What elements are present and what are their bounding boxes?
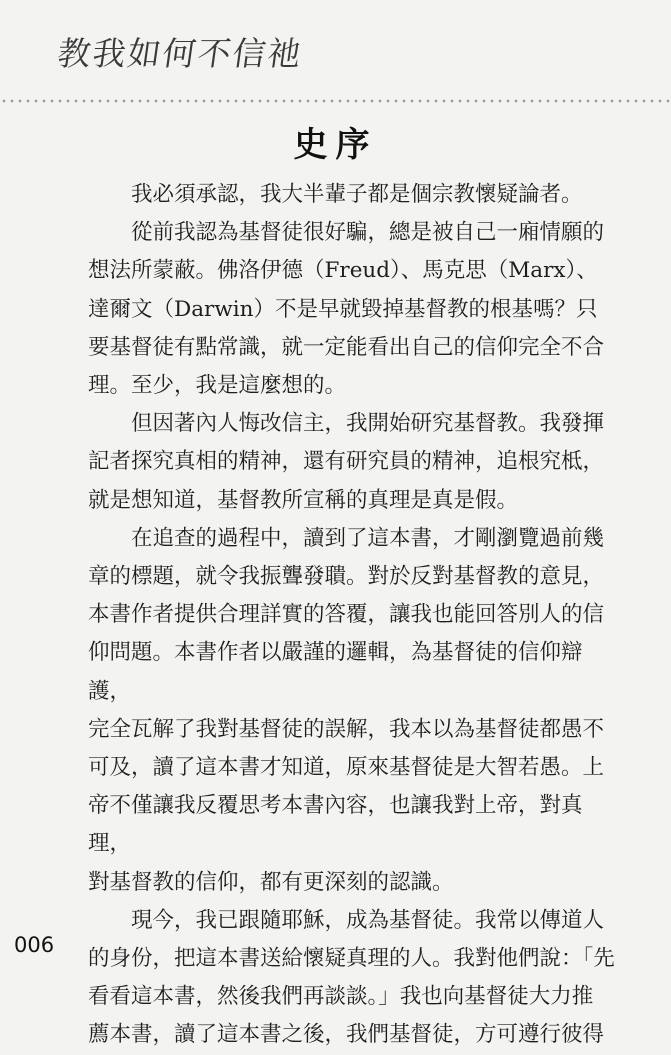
text-line: 要基督徒有點常識，就一定能看出自己的信仰完全不合	[88, 334, 605, 360]
text-line: 薦本書，讀了這本書之後，我們基督徒，方可遵行彼得	[88, 1022, 605, 1048]
text-line: 記者探究真相的精神，還有研究員的精神，追根究柢，	[88, 449, 605, 475]
page-number: 006	[14, 933, 55, 957]
text-line: 對基督教的信仰，都有更深刻的認識。	[88, 869, 454, 895]
text-line: 我必須承認，我大半輩子都是個宗教懷疑論者。	[131, 182, 583, 207]
text-line: 仰問題。本書作者以嚴謹的邏輯，為基督徒的信仰辯護，	[88, 640, 583, 704]
text-line: 帝不僅讓我反覆思考本書內容，也讓我對上帝，對真理，	[88, 793, 583, 857]
text-line: 但因著內人悔改信主，我開始研究基督教。我發揮	[131, 411, 605, 437]
text-line: 在追查的過程中，讀到了這本書，才剛瀏覽過前幾	[131, 525, 605, 551]
text-line: 現今，我已跟隨耶穌，成為基督徒。我常以傳道人	[131, 907, 605, 933]
text-line: 從前我認為基督徒很好騙，總是被自己一廂情願的	[131, 220, 605, 246]
body-text	[88, 176, 618, 1055]
text-line: 可及，讀了這本書才知道，原來基督徒是大智若愚。上	[88, 755, 605, 781]
running-head-title: 教我如何不信祂	[54, 34, 306, 73]
text-line: 本書作者提供合理詳實的答覆，讓我也能回答別人的信	[88, 602, 605, 628]
text-line: 章的標題，就令我振聾發聵。對於反對基督教的意見，	[88, 564, 605, 590]
text-line: 達爾文（Darwin）不是早就毀掉基督教的根基嗎？只	[88, 296, 598, 322]
text-line: 就是想知道，基督教所宣稱的真理是真是假。	[88, 487, 519, 513]
text-line: 想法所蒙蔽。佛洛伊德（Freud）、馬克思（Marx）、	[88, 258, 598, 284]
text-line: 完全瓦解了我對基督徒的誤解，我本以為基督徒都愚不	[88, 716, 605, 742]
text-line: 的身份，把這本書送給懷疑真理的人。我對他們說：「先	[88, 946, 615, 972]
text-line: 理。至少，我是這麼想的。	[88, 373, 347, 399]
section-title: 史序	[293, 125, 378, 165]
dotted-divider	[0, 99, 671, 103]
text-line: 看看這本書，然後我們再談談。」我也向基督徒大力推	[88, 984, 594, 1010]
